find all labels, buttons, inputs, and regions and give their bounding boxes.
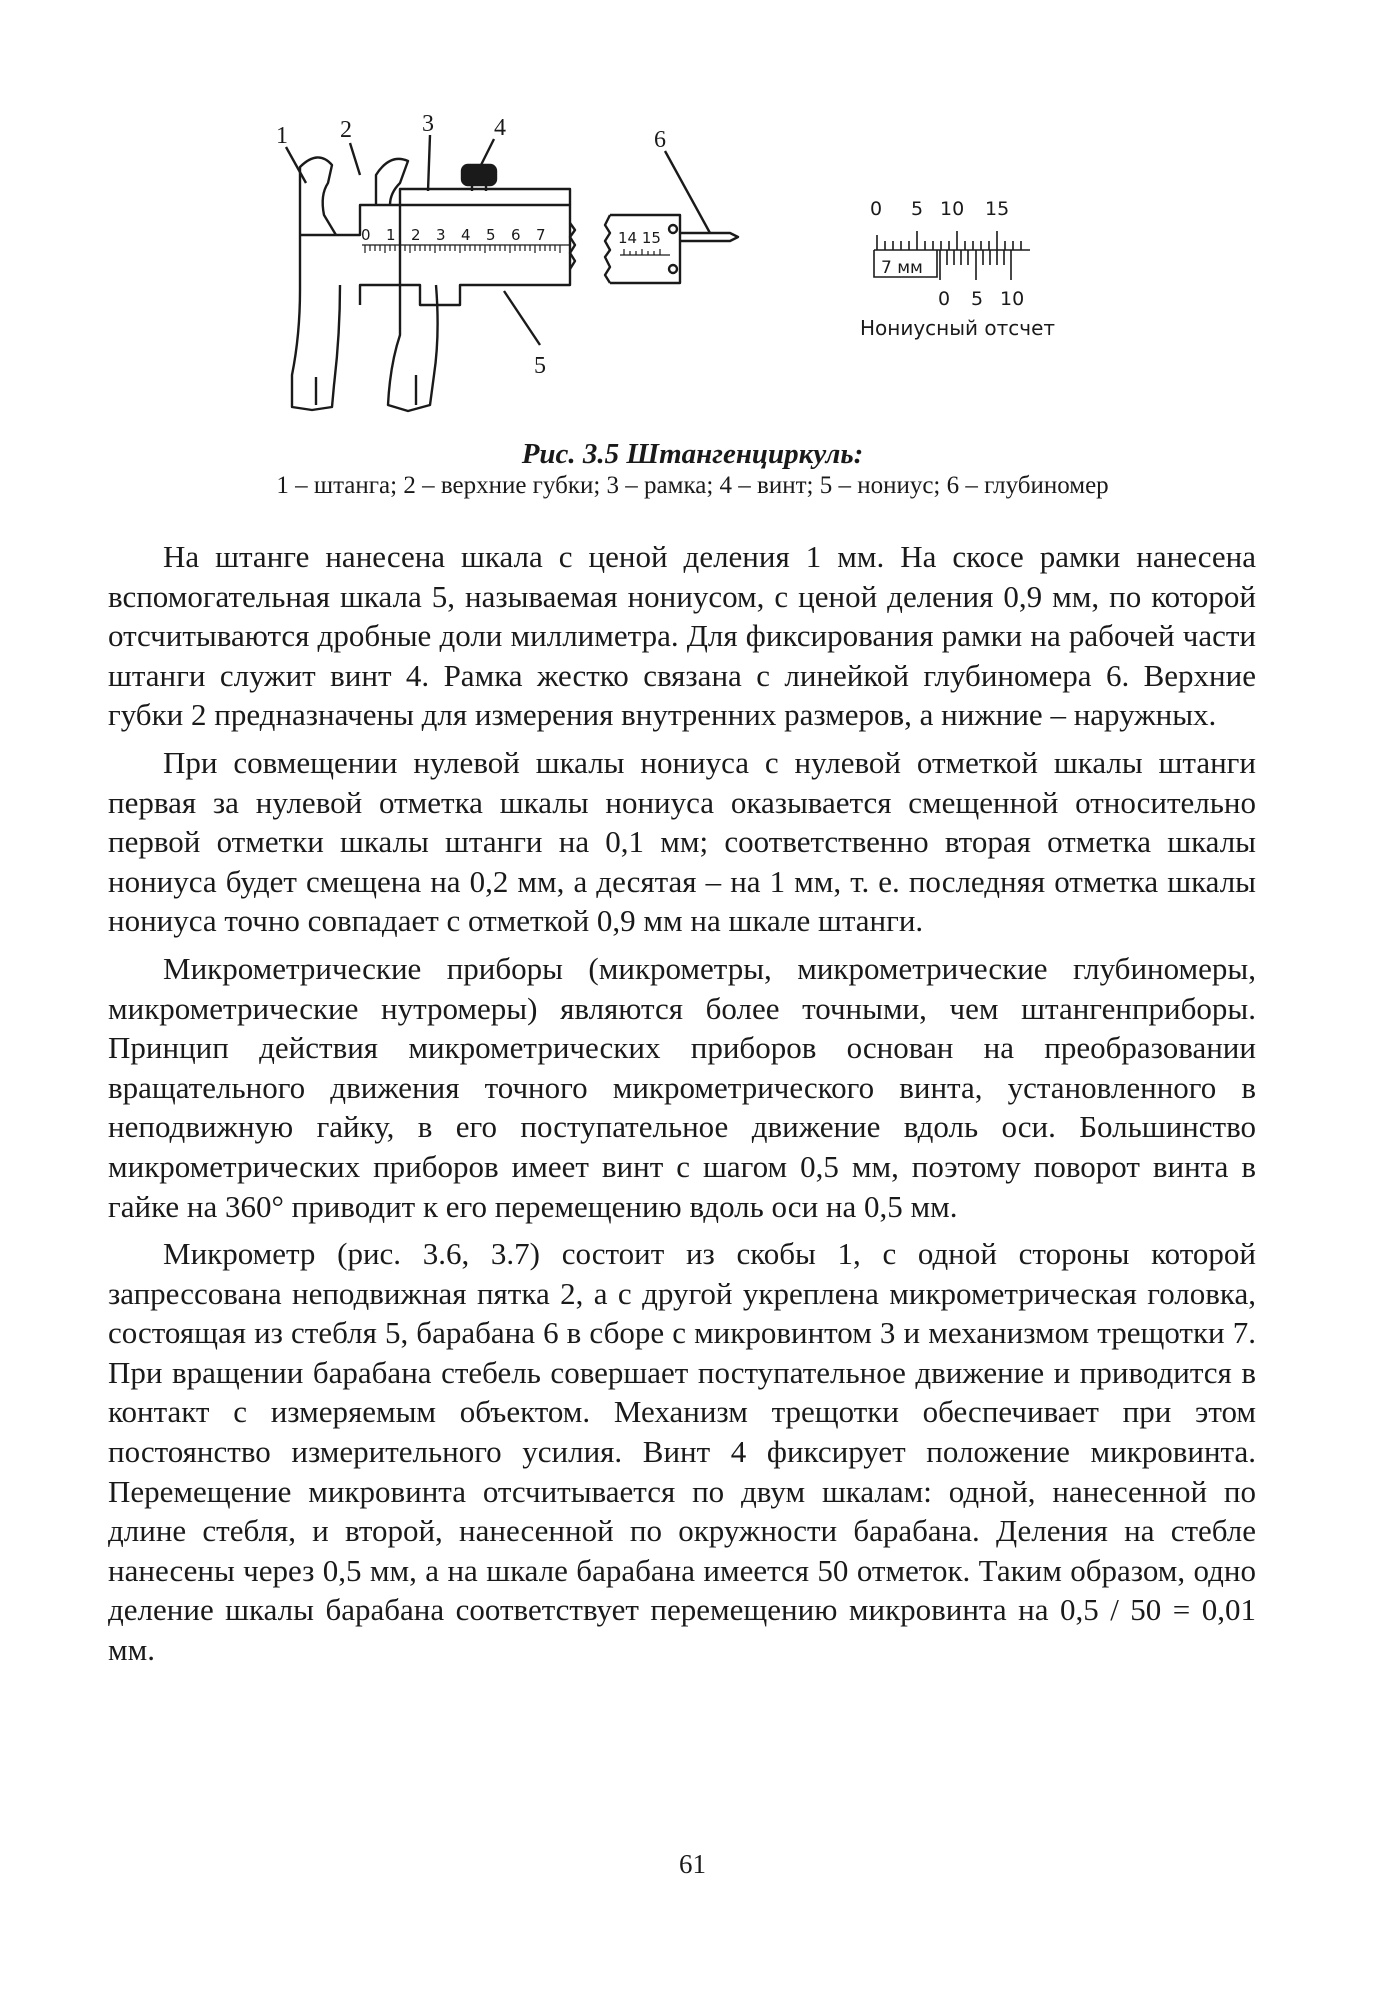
vernier-bottom-number-5: 5 [971, 288, 984, 310]
vernier-top-number-5: 5 [911, 198, 924, 220]
main-scale-number-4: 4 [461, 226, 471, 244]
main-scale-number-5: 5 [486, 226, 496, 244]
vernier-caption: Нониусный отсчет [860, 316, 1056, 340]
caliper-figure [240, 105, 1120, 435]
figure-caption-legend: 1 – штанга; 2 – верхние губки; 3 – рамка; 4 – винт; 5 – нониус; 6 – глубиномер [276, 472, 1109, 499]
vernier-top-number-0: 0 [870, 198, 883, 220]
vernier-bottom-number-0: 0 [938, 288, 951, 310]
page-number: 61 [679, 1849, 706, 1879]
main-scale-number-2: 2 [411, 226, 421, 244]
callout-1: 1 [276, 123, 288, 149]
callout-2: 2 [340, 117, 352, 143]
callout-6: 6 [654, 127, 666, 153]
callout-3: 3 [422, 111, 434, 137]
figure-caption-title: Рис. 3.5 Штангенциркуль: [521, 438, 864, 470]
callout-4: 4 [494, 115, 506, 141]
vernier-bottom-number-10: 10 [1000, 288, 1025, 310]
main-scale-number-3: 3 [436, 226, 446, 244]
paragraph-2: При совмещении нулевой шкалы нониуса с нулевой отметкой шкалы штанги первая за нулевой отметка шкалы нониуса оказывается смещенной относительно первой отметки шкалы штанги на 0,1 мм; соответственно вторая отметка шкалы нониуса будет смещена на 0,2 мм, а десятая – на 1 мм, т. е. последняя отметка шкалы нониуса точно совпадает с отметкой 0,9 мм на шкале штанги. [108, 744, 1256, 939]
main-scale-number-0: 0 [361, 226, 371, 244]
vernier-top-number-15: 15 [985, 198, 1010, 220]
callout-5: 5 [534, 353, 546, 379]
depth-scale-numbers: 14 15 [618, 229, 661, 247]
paragraph-1: На штанге нанесена шкала с ценой деления 1 мм. На скосе рамки нанесена вспомогательная шкала 5, называемая нониусом, с ценой деления 0,9 мм, по которой отсчитываются дробные доли миллиметра. Для фиксирования рамки на рабочей части штанги служит винт 4. Рамка жестко связана с линейкой глубиномера 6. Верхние губки 2 предназначены для измерения внутренних размеров, а нижние – наружных. [108, 539, 1256, 733]
vernier-top-number-10: 10 [940, 198, 965, 220]
paragraph-4: Микрометр (рис. 3.6, 3.7) состоит из скобы 1, с одной стороны которой запрессована неподвижная пятка 2, а с другой укреплена микрометрическая головка, состоящая из стебля 5, барабана 6 в сборе с микровинтом 3 и механизмом трещотки 7. При вращении барабана стебель совершает поступательное движение и приводится в контакт с измеряемым объектом. Механизм трещотки обеспечивает при этом постоянство измерительного усилия. Винт 4 фиксирует положение микровинта. Перемещение микровинта отсчитывается по двум шкалам: одной, нанесенной по длине стебля, и второй, нанесенной по окружности барабана. Деления на стебле нанесены через 0,5 мм, а на шкале барабана имеется 50 отметок. Таким образом, одно деление шкалы барабана соответствует перемещению микровинта на 0,5 / 50 = 0,01 мм. [108, 1236, 1256, 1668]
main-scale-number-1: 1 [386, 226, 396, 244]
paragraph-3: Микрометрические приборы (микрометры, микрометрические глубиномеры, микрометрические нутромеры) являются более точными, чем штангенприборы. Принцип действия микрометрических приборов основан на преобразовании вращательного движения точного микрометрического винта, установленного в неподвижную гайку, в его поступательное движение вдоль оси. Большинство микрометрических приборов имеет винт с шагом 0,5 мм, поэтому поворот винта в гайке на 360° приводит к его перемещению вдоль оси на 0,5 мм. [108, 950, 1256, 1224]
main-scale-number-7: 7 [536, 226, 546, 244]
body-text [108, 537, 1256, 1678]
main-scale-number-6: 6 [511, 226, 521, 244]
vernier-mm-label: 7 мм [881, 258, 923, 278]
